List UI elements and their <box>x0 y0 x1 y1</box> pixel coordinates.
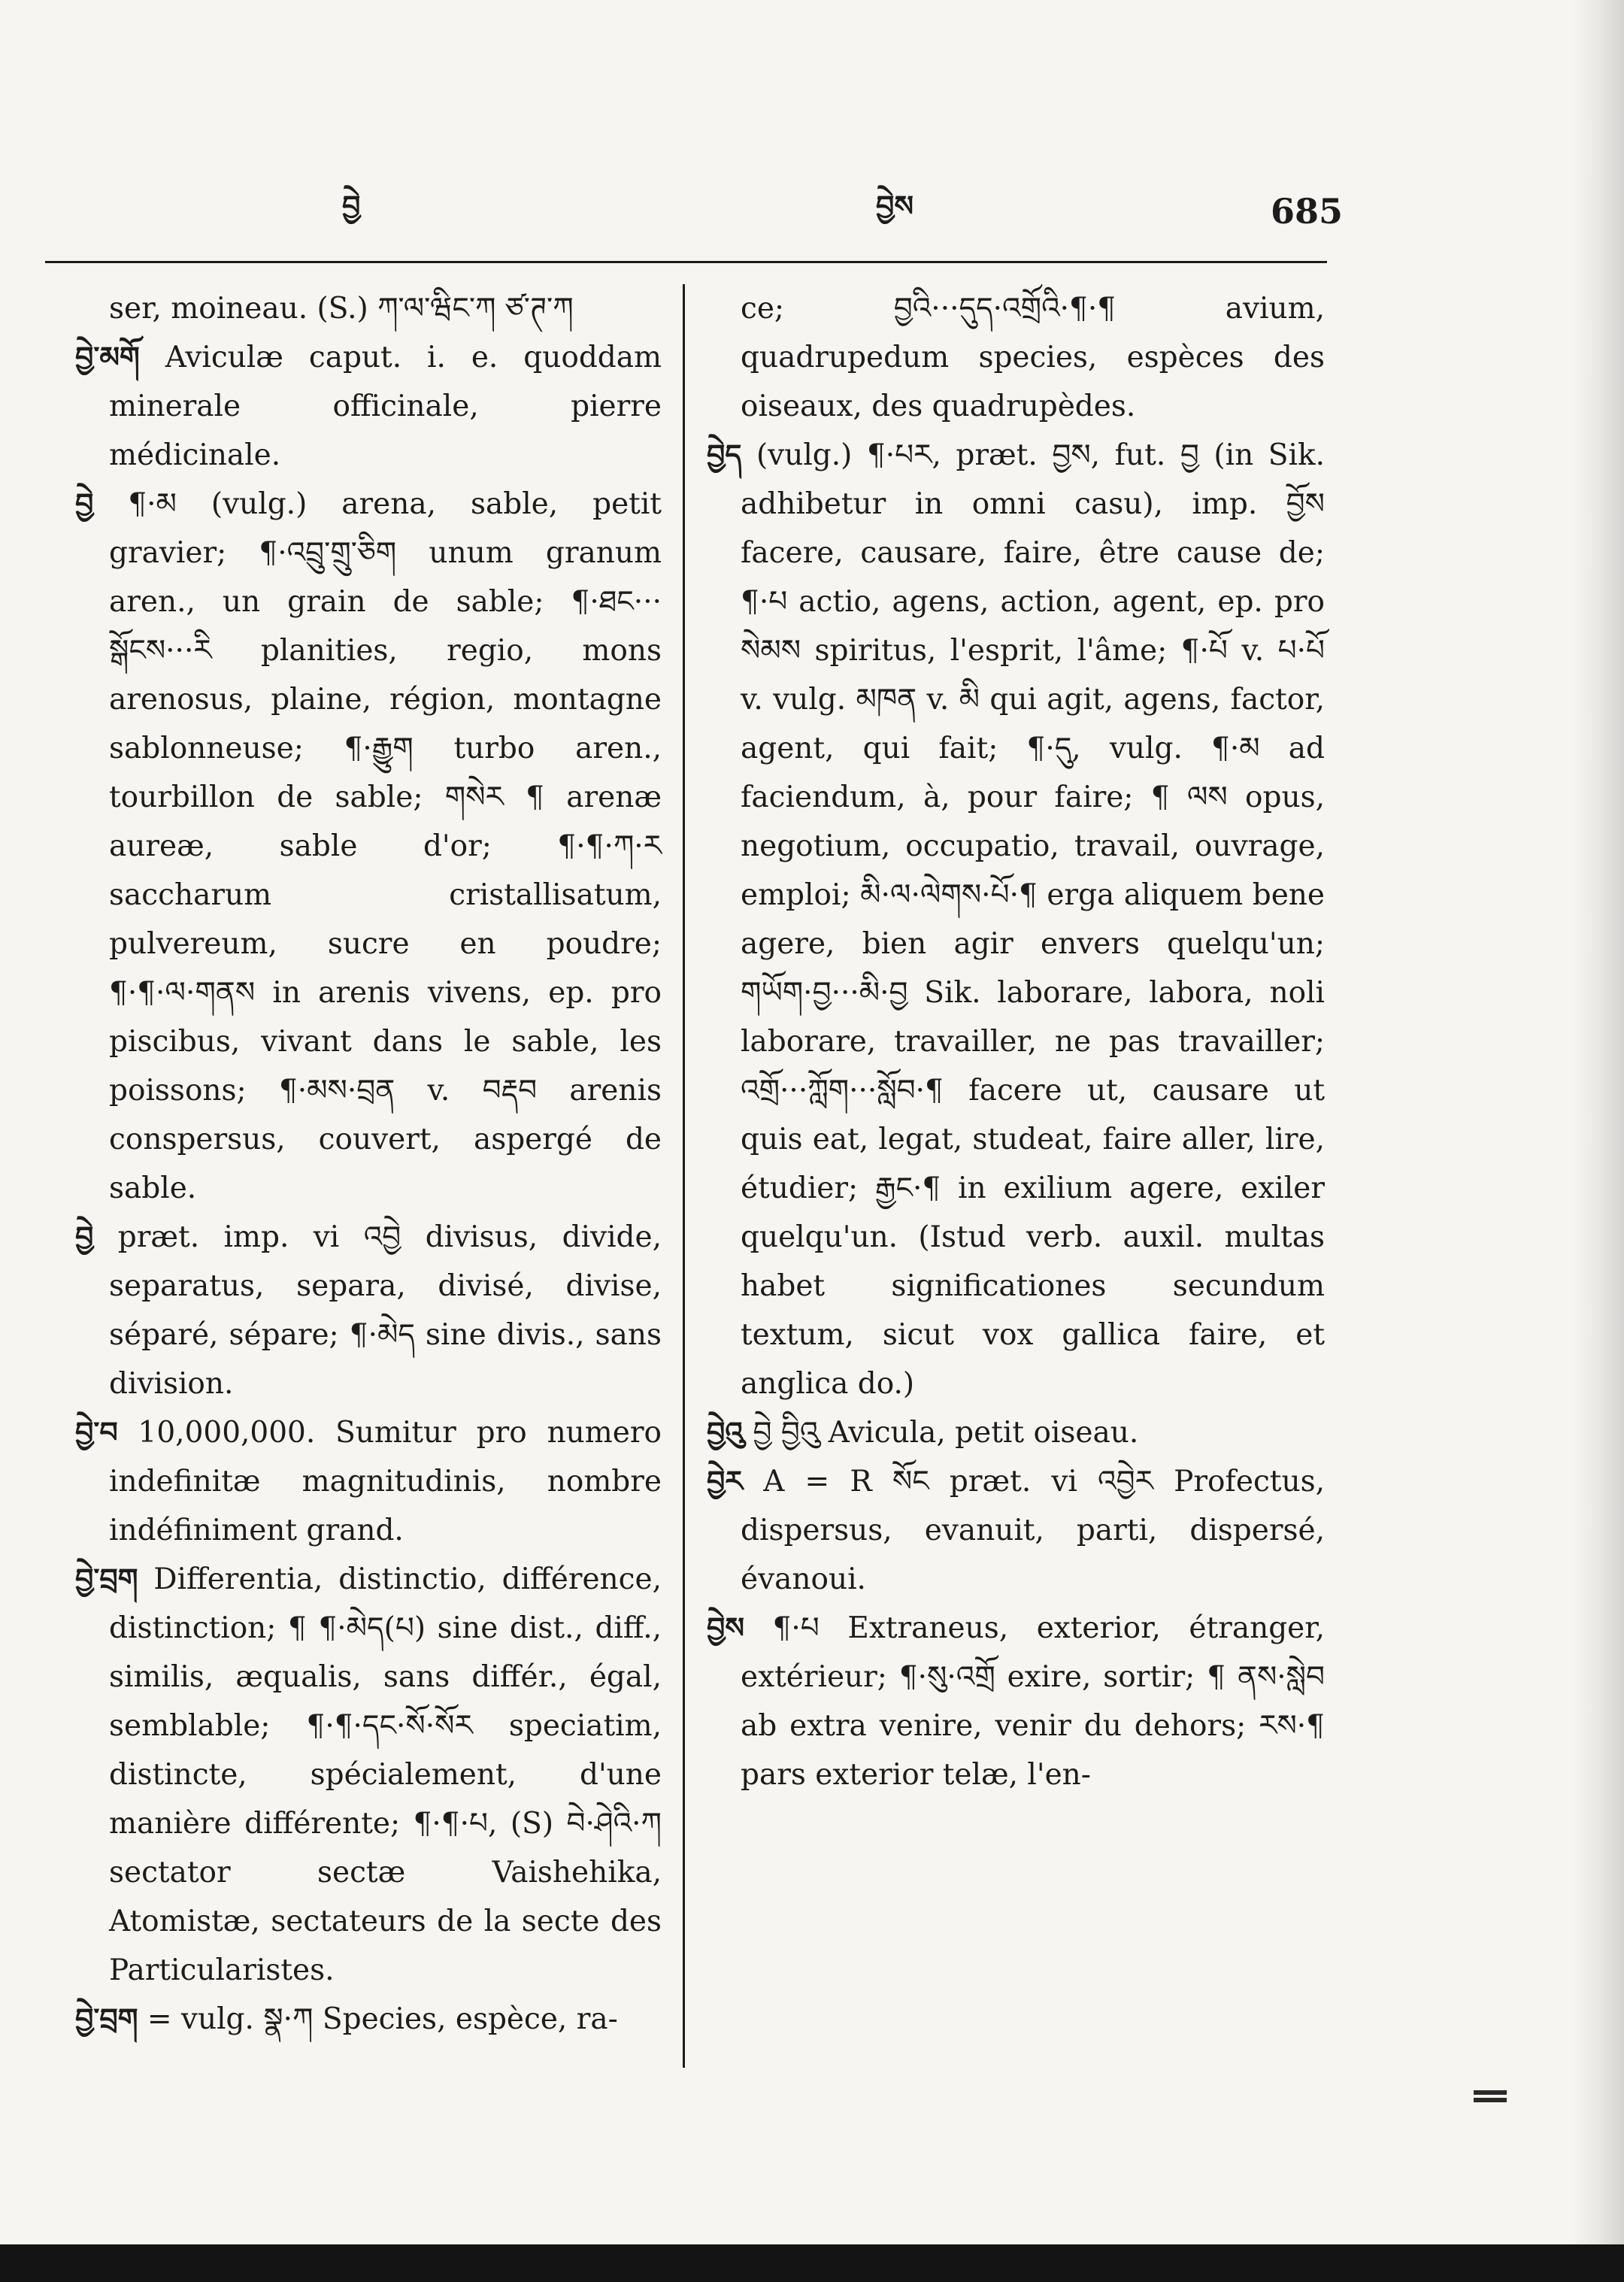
dictionary-entry <box>75 1213 662 1408</box>
dictionary-entry <box>707 1457 1325 1604</box>
dictionary-entry <box>75 1555 662 1995</box>
dictionary-entry <box>707 284 1325 431</box>
dictionary-entry <box>75 333 662 480</box>
entry-body: བྱེ བྱིའུ Avicula, petit oiseau. <box>753 1416 1139 1450</box>
entry-body: ce; བྱའི···དུད·འགྲོའི·¶·¶ avium, quadrupedum species, espèces des oiseaux, des quadrupèdes. <box>741 292 1325 423</box>
header-left-headword: བྱེ <box>342 189 361 223</box>
header-rule <box>45 261 1327 263</box>
margin-mark <box>1474 2090 1507 2105</box>
entry-headword: བྱེད <box>707 438 742 471</box>
dictionary-entry <box>75 1408 662 1555</box>
entry-headword: བྱེས <box>707 1611 745 1644</box>
entry-body: ¶·པ Extraneus, exterior, étranger, extérieur; ¶·སུ·འགྲོ exire, sortir; ¶ ནས·སླེབ ab extra venire, venir du dehors; རས·¶ pars exterior telæ, l'en- <box>741 1611 1325 1792</box>
entry-body: præt. imp. vi འབྱེ divisus, divide, separatus, separa, divisé, divise, séparé, sépare; ¶·མེད sine divis., sans division. <box>109 1220 662 1401</box>
entry-body: A = R སོང præt. vi འབྱེར Profectus, dispersus, evanuit, parti, dispersé, évanoui. <box>741 1465 1325 1596</box>
dictionary-entry <box>75 284 662 333</box>
dictionary-entry <box>707 1604 1325 1799</box>
entry-body: 10,000,000. Sumitur pro numero indefinitæ magnitudinis, nombre indéfiniment grand. <box>109 1416 662 1547</box>
entry-body: = vulg. སྣ·ཀ Species, espèce, ra- <box>147 2002 618 2036</box>
entry-headword: བྱེ་བྲག <box>75 1562 138 1596</box>
dictionary-entry <box>707 1408 1325 1457</box>
entry-body: Aviculæ caput. i. e. quoddam minerale officinale, pierre médicinale. <box>109 341 662 472</box>
entry-body: ser, moineau. (S.) ཀ་ལ་ཝིང་ཀ ཙ་ཊ་ཀ <box>109 292 574 326</box>
right-column <box>707 284 1325 1799</box>
header-center-headword: བྱེས <box>876 189 914 223</box>
entry-headword: བྱེ་མགོ <box>75 341 140 374</box>
scan-bottom-edge <box>0 2244 1624 2282</box>
left-column <box>75 284 662 2044</box>
page-edge-shadow <box>1571 0 1624 2282</box>
dictionary-entry <box>707 431 1325 1408</box>
entry-body: ¶·མ (vulg.) arena, sable, petit gravier; ¶·འབྲུ་གྲུ་ཅིག unum granum aren., un grain de sable; ¶·ཐང··· སྒོངས···རི planities, regio, mons arenosus, plaine, région, montagne sablonneuse; ¶·རྒྱུག turbo aren., tourbillon de sable; གསེར ¶ arenæ aureæ, sable d'or; ¶·¶·ཀ·ར saccharum cristallisatum, pulvereum, sucre en poudre; ¶·¶·ལ·གནས in arenis vivens, ep. pro piscibus, vivant dans le sable, les poissons; ¶·མས·བྲན v. བརྡབ arenis conspersus, couvert, aspergé de sable. <box>109 487 662 1205</box>
entry-headword: བྱེ <box>75 1220 94 1253</box>
entry-body: (vulg.) ¶·པར, præt. བྱས, fut. བྱ (in Sik. adhibetur in omni casu), imp. བྱོས facere, causare, faire, être cause de; ¶·པ actio, agens, action, agent, ep. pro སེམས spiritus, l'esprit, l'âme; ¶·པོ v. པ·པོ v. vulg. མཁན v. མི qui agit, agens, factor, agent, qui fait; ¶·དུ, vulg. ¶·མ ad faciendum, à, pour faire; ¶ ལས opus, negotium, occupatio, travail, ouvrage, emploi; མི·ལ·ལེགས·པོ·¶ erga aliquem bene agere, bien agir envers quelqu'un; གཡོག·བྱ···མི·བྱ Sik. laborare, labora, noli laborare, travailler, ne pas travailler; འགྲོ···ཀློག···སློབ·¶ facere ut, causare ut quis eat, legat, studeat, faire aller, lire, étudier; རྒྱང·¶ in exilium agere, exiler quelqu'un. (Istud verb. auxil. multas habet significationes secundum textum, sicut vox gallica faire, et anglica do.) <box>741 438 1325 1401</box>
entry-headword: བྱེའུ <box>707 1416 744 1449</box>
dictionary-entry <box>75 1995 662 2044</box>
entry-headword: བྱེར <box>707 1465 744 1498</box>
entry-body: Differentia, distinctio, différence, distinction; ¶ ¶·མེད(པ) sine dist., diff., similis, æqualis, sans différ., égal, semblable; ¶·¶·དང·སོ·སོར speciatim, distincte, spécialement, d'une manière différente; ¶·¶·པ, (S) བེ·ཤེའི·ཀ sectator sectæ Vaishehika, Atomistæ, sectateurs de la secte des Particularistes. <box>109 1562 662 1987</box>
dictionary-entry <box>75 480 662 1213</box>
entry-headword: བྱེ་བ <box>75 1416 118 1449</box>
entry-headword: བྱེ་བྲག <box>75 2002 138 2035</box>
page-number: 685 <box>1271 191 1344 232</box>
entry-headword: བྱེ <box>75 487 94 520</box>
column-divider <box>683 284 685 2068</box>
